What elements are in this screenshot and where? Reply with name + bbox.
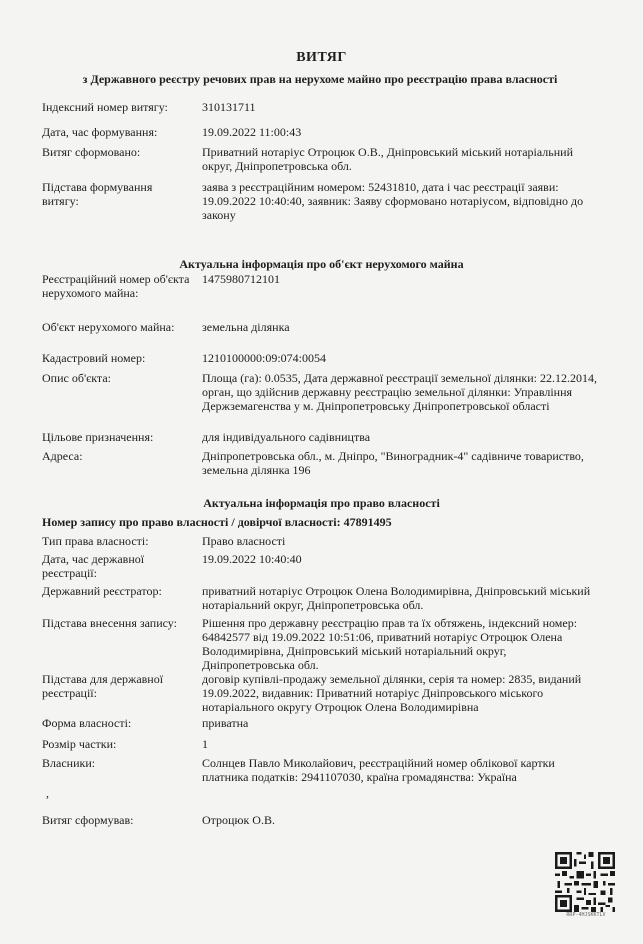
field-value: 1210100000:09:074:0054 [202,351,327,365]
field-label: Витяг сформував: [42,813,134,827]
document-subtitle: з Державного реєстру речових прав на нерухоме майно про реєстрацію права власності [82,72,558,86]
field-value: 19.09.2022 11:00:43 [202,125,302,139]
field-label: Тип права власності: [42,534,149,548]
field-label: Реєстраційний номер об'єкта нерухомого майна: [42,272,190,300]
field-value: Солнцев Павло Миколайович, реєстраційний номер облікової картки платника податків: 2941107030, країна громадянства: Україна [202,756,555,784]
field-value: Рішення про державну реєстрацію прав та їх обтяжень, індексний номер: 64842577 від 19.09.2022 10:51:06, приватний нотаріус Отроцюк Олена Володимирівна, Дніпровський міський нотаріальний округ, Дніпропетровська обл. [202,616,578,672]
section-title-object: Актуальна інформація про об'єкт нерухомого майна [179,257,464,271]
field-value: 1475980712101 [202,272,280,286]
field-value: земельна ділянка [202,320,290,334]
qr-code-icon [555,852,615,912]
field-value: 1 [202,737,208,751]
field-value: 310131711 [202,100,256,114]
field-value: Отроцюк О.В. [202,813,275,827]
field-label: Дата, час державної реєстрації: [42,552,145,580]
field-value: Право власності [202,534,286,548]
field-label: Дата, час формування: [42,125,158,139]
field-label: Підстава для державної реєстрації: [42,672,164,700]
ownership-record-number: Номер запису про право власності / довірчої власності: 47891495 [42,515,392,529]
field-value: приватний нотаріус Отроцюк Олена Володимирівна, Дніпровський міський нотаріальний округ, Дніпропетровська обл. [202,584,591,612]
field-label: Кадастровий номер: [42,351,146,365]
stray-mark: , [46,786,49,800]
field-value: для індивідуального садівництва [202,430,371,444]
field-label: Цільове призначення: [42,430,154,444]
field-value: Площа (га): 0.0535, Дата державної реєстрації земельної ділянки: 22.12.2014, орган, що здійснив державну реєстрацію земельної ділянки: Управління Держземагенства у м. Дніпропетровську Дніпропетровської області [202,371,597,413]
field-label: Об'єкт нерухомого майна: [42,320,175,334]
field-value: Дніпропетровська обл., м. Дніпро, "Виноградник-4" садівниче товариство, земельна ділянка 196 [202,449,584,477]
document-title: ВИТЯГ [296,50,347,65]
field-label: Форма власності: [42,716,132,730]
field-label: Підстава внесення запису: [42,616,177,630]
field-value: договір купівлі-продажу земельної ділянки, серія та номер: 2835, виданий 19.09.2022, видавник: Приватний нотаріус Дніпровського міського нотаріального округу Отроцюк Олена Володимирівна [202,672,582,714]
field-label: Державний реєстратор: [42,584,162,598]
qr-caption: RRP-4HJSKKTLV [566,912,606,918]
field-label: Розмір частки: [42,737,117,751]
field-label: Витяг сформовано: [42,145,141,159]
field-value: заява з реєстраційним номером: 52431810, дата і час реєстрації заяви: 19.09.2022 10:40:40, заявник: Заяву сформовано нотаріусом, відповідно до закону [202,180,584,222]
field-value: приватна [202,716,249,730]
field-value: Приватний нотаріус Отроцюк О.В., Дніпровський міський нотаріальний округ, Дніпропетровська обл. [202,145,574,173]
section-title-ownership: Актуальна інформація про право власності [203,496,440,510]
field-value: 19.09.2022 10:40:40 [202,552,302,566]
field-label: Власники: [42,756,96,770]
field-label: Опис об'єкта: [42,371,111,385]
field-label: Підстава формування витягу: [42,180,153,208]
field-label: Індексний номер витягу: [42,100,168,114]
field-label: Адреса: [42,449,83,463]
